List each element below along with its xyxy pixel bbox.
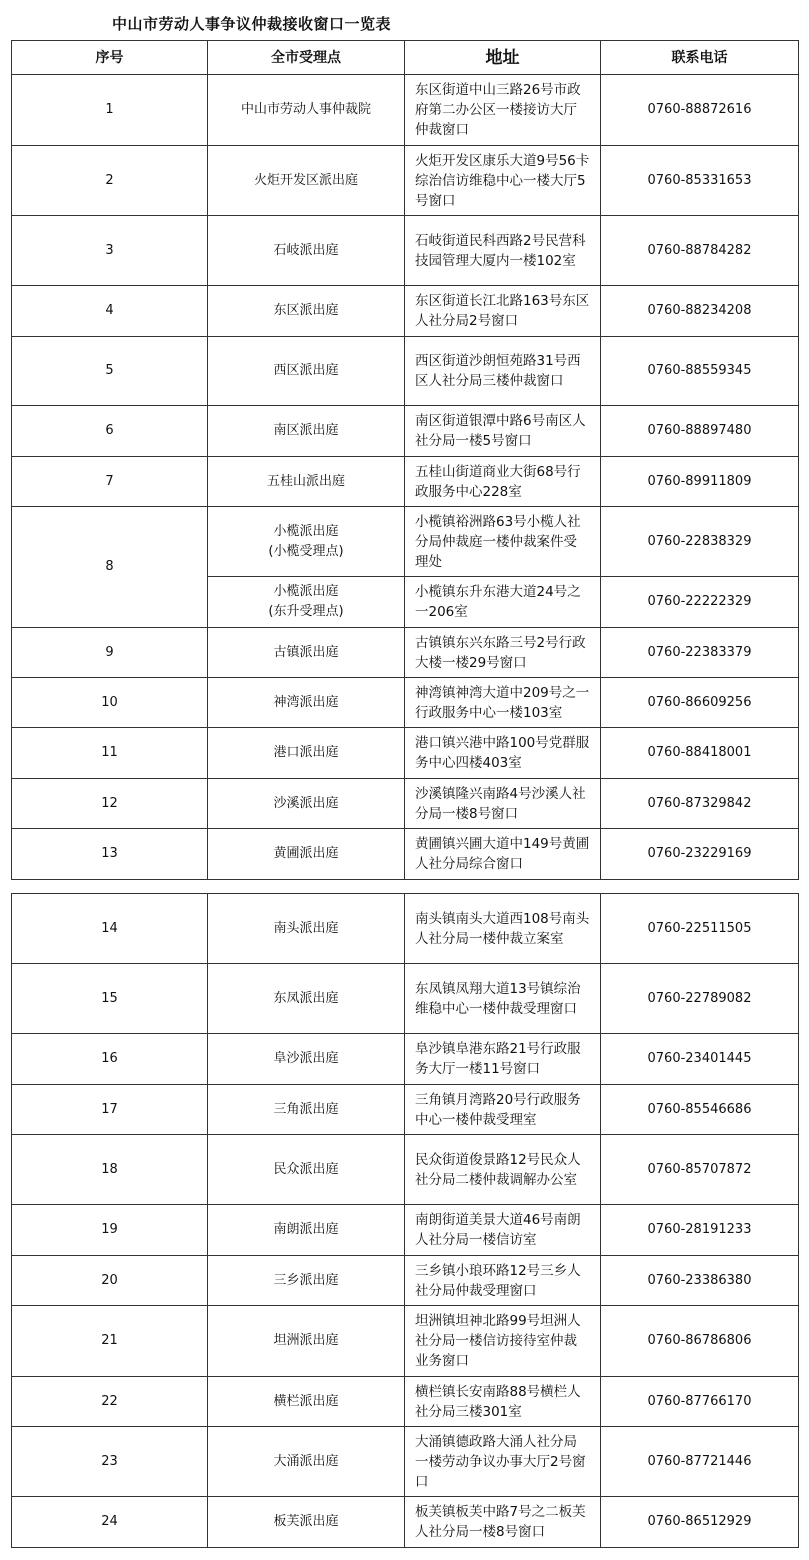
table-row (12, 964, 799, 1034)
row-office (208, 577, 405, 628)
header-office: 全市受理点 (208, 41, 405, 75)
row-office: 阜沙派出庭 (208, 1034, 405, 1085)
window-table-part-2 (11, 893, 799, 1548)
table-row (12, 829, 799, 880)
row-no: 14 (12, 894, 208, 964)
table-row (12, 75, 799, 146)
row-phone: 0760-23229169 (601, 829, 799, 880)
row-address: 阜沙镇阜港东路21号行政服务大厅一楼11号窗口 (405, 1034, 601, 1085)
row-address: 民众街道俊景路12号民众人社分局二楼仲裁调解办公室 (405, 1135, 601, 1205)
row-phone: 0760-88872616 (601, 75, 799, 146)
row-address: 板芙镇板芙中路7号之二板芙人社分局一楼8号窗口 (405, 1497, 601, 1548)
window-table-part-1 (11, 40, 799, 880)
row-office: 西区派出庭 (208, 337, 405, 406)
row-address: 横栏镇长安南路88号横栏人社分局三楼301室 (405, 1377, 601, 1427)
row-phone: 0760-23401445 (601, 1034, 799, 1085)
row-no: 23 (12, 1427, 208, 1497)
table-row (12, 779, 799, 829)
table-row (12, 1135, 799, 1205)
row-no: 5 (12, 337, 208, 406)
row-no: 2 (12, 146, 208, 216)
row-office: 坦洲派出庭 (208, 1306, 405, 1377)
row-no: 20 (12, 1256, 208, 1306)
row-office-name: 小榄派出庭 (273, 523, 339, 539)
row-no: 24 (12, 1497, 208, 1548)
row-office: 五桂山派出庭 (208, 457, 405, 507)
table-row (12, 1377, 799, 1427)
row-address: 港口镇兴港中路100号党群服务中心四楼403室 (405, 728, 601, 779)
row-address: 火炬开发区康乐大道9号56卡综治信访维稳中心一楼大厅5号窗口 (405, 146, 601, 216)
row-phone: 0760-86512929 (601, 1497, 799, 1548)
row-phone: 0760-88234208 (601, 286, 799, 337)
row-no: 8 (12, 507, 208, 628)
table-row (12, 457, 799, 507)
row-phone: 0760-88897480 (601, 406, 799, 457)
header-phone: 联系电话 (601, 41, 799, 75)
row-address: 神湾镇神湾大道中209号之一行政服务中心一楼103室 (405, 678, 601, 728)
row-no: 17 (12, 1085, 208, 1135)
row-no: 6 (12, 406, 208, 457)
row-no: 15 (12, 964, 208, 1034)
row-phone: 0760-23386380 (601, 1256, 799, 1306)
table-row (12, 1034, 799, 1085)
row-phone: 0760-22789082 (601, 964, 799, 1034)
row-phone: 0760-28191233 (601, 1205, 799, 1256)
row-address: 坦洲镇坦神北路99号坦洲人社分局一楼信访接待室仲裁业务窗口 (405, 1306, 601, 1377)
row-no: 7 (12, 457, 208, 507)
table-row (12, 1085, 799, 1135)
row-address: 三乡镇小琅环路12号三乡人社分局仲裁受理窗口 (405, 1256, 601, 1306)
row-office: 大涌派出庭 (208, 1427, 405, 1497)
row-address: 古镇镇东兴东路三号2号行政大楼一楼29号窗口 (405, 628, 601, 678)
row-phone: 0760-22838329 (601, 507, 799, 577)
row-address: 五桂山街道商业大街68号行政服务中心228室 (405, 457, 601, 507)
row-address: 西区街道沙朗恒苑路31号西区人社分局三楼仲裁窗口 (405, 337, 601, 406)
row-office-sub: (东升受理点) (268, 604, 344, 619)
row-address: 大涌镇德政路大涌人社分局一楼劳动争议办事大厅2号窗口 (405, 1427, 601, 1497)
row-phone: 0760-87766170 (601, 1377, 799, 1427)
row-phone: 0760-88418001 (601, 728, 799, 779)
row-office-sub: (小榄受理点) (268, 543, 344, 559)
row-no: 4 (12, 286, 208, 337)
table-header-row (12, 41, 799, 75)
row-office: 黄圃派出庭 (208, 829, 405, 880)
row-phone: 0760-86786806 (601, 1306, 799, 1377)
row-no: 19 (12, 1205, 208, 1256)
row-no: 3 (12, 216, 208, 286)
table-row (12, 507, 799, 577)
row-no: 13 (12, 829, 208, 880)
row-office: 中山市劳动人事仲裁院 (208, 75, 405, 146)
row-address: 东区街道中山三路26号市政府第二办公区一楼接访大厅仲裁窗口 (405, 75, 601, 146)
table-row (12, 146, 799, 216)
table-row (12, 1427, 799, 1497)
row-office: 南朗派出庭 (208, 1205, 405, 1256)
row-phone: 0760-88559345 (601, 337, 799, 406)
row-office: 民众派出庭 (208, 1135, 405, 1205)
table-row (12, 728, 799, 779)
row-office: 南区派出庭 (208, 406, 405, 457)
row-phone: 0760-85546686 (601, 1085, 799, 1135)
row-office: 板芙派出庭 (208, 1497, 405, 1548)
row-phone: 0760-85707872 (601, 1135, 799, 1205)
row-office: 三乡派出庭 (208, 1256, 405, 1306)
row-address: 沙溪镇隆兴南路4号沙溪人社分局一楼8号窗口 (405, 779, 601, 829)
row-office: 三角派出庭 (208, 1085, 405, 1135)
row-phone: 0760-22383379 (601, 628, 799, 678)
row-no: 12 (12, 779, 208, 829)
row-address: 南朗街道美景大道46号南朗人社分局一楼信访室 (405, 1205, 601, 1256)
table-row (12, 216, 799, 286)
row-no: 9 (12, 628, 208, 678)
row-office-name: 小榄派出庭 (273, 584, 339, 599)
row-address: 南头镇南头大道西108号南头人社分局一楼仲裁立案室 (405, 894, 601, 964)
header-no: 序号 (12, 41, 208, 75)
row-office: 石岐派出庭 (208, 216, 405, 286)
row-address: 三角镇月湾路20号行政服务中心一楼仲裁受理室 (405, 1085, 601, 1135)
row-office: 南头派出庭 (208, 894, 405, 964)
table-row (12, 1497, 799, 1548)
row-office: 古镇派出庭 (208, 628, 405, 678)
row-phone: 0760-87721446 (601, 1427, 799, 1497)
row-office: 沙溪派出庭 (208, 779, 405, 829)
row-no: 1 (12, 75, 208, 146)
row-address: 小榄镇裕洲路63号小榄人社分局仲裁庭一楼仲裁案件受理处 (405, 507, 601, 577)
header-address: 地址 (405, 41, 601, 75)
row-address: 黄圃镇兴圃大道中149号黄圃人社分局综合窗口 (405, 829, 601, 880)
row-no: 21 (12, 1306, 208, 1377)
table-row (12, 286, 799, 337)
table-row (12, 1256, 799, 1306)
row-address: 小榄镇东升东港大道24号之一206室 (405, 577, 601, 628)
row-office (208, 507, 405, 577)
row-address: 东凤镇凤翔大道13号镇综治维稳中心一楼仲裁受理窗口 (405, 964, 601, 1034)
row-no: 16 (12, 1034, 208, 1085)
table-row (12, 894, 799, 964)
row-office: 火炬开发区派出庭 (208, 146, 405, 216)
row-office: 东区派出庭 (208, 286, 405, 337)
row-phone: 0760-22222329 (601, 577, 799, 628)
table-row (12, 337, 799, 406)
row-no: 18 (12, 1135, 208, 1205)
page-title: 中山市劳动人事争议仲裁接收窗口一览表 (112, 15, 392, 33)
row-phone: 0760-22511505 (601, 894, 799, 964)
table-row (12, 628, 799, 678)
row-office: 港口派出庭 (208, 728, 405, 779)
row-address: 东区街道长江北路163号东区人社分局2号窗口 (405, 286, 601, 337)
row-phone: 0760-86609256 (601, 678, 799, 728)
table-row (12, 406, 799, 457)
row-no: 10 (12, 678, 208, 728)
row-no: 22 (12, 1377, 208, 1427)
row-phone: 0760-89911809 (601, 457, 799, 507)
row-office: 东凤派出庭 (208, 964, 405, 1034)
row-address: 石岐街道民科西路2号民营科技园管理大厦内一楼102室 (405, 216, 601, 286)
row-phone: 0760-85331653 (601, 146, 799, 216)
row-office: 神湾派出庭 (208, 678, 405, 728)
table-row (12, 1205, 799, 1256)
row-no: 11 (12, 728, 208, 779)
row-phone: 0760-88784282 (601, 216, 799, 286)
row-office: 横栏派出庭 (208, 1377, 405, 1427)
row-phone: 0760-87329842 (601, 779, 799, 829)
table-row (12, 1306, 799, 1377)
row-address: 南区街道银潭中路6号南区人社分局一楼5号窗口 (405, 406, 601, 457)
table-row (12, 678, 799, 728)
